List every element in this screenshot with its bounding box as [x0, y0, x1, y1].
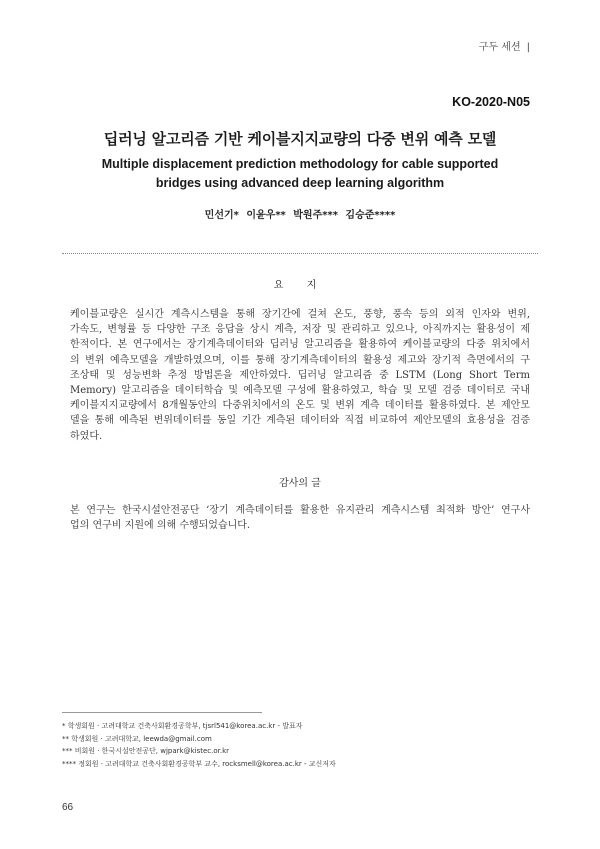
abstract-line: 가속도, 변형률 등 다양한 구조 응답을 상시 계측, 저장 및 관리하고 있으나, 아직까지는 활용성이 제 — [70, 324, 530, 336]
abstract-line: 조상태 및 성능변화 추정 방법론을 제안하였다. 딥러닝 알고리즘 중 LSTM (Long Short Term — [70, 369, 530, 381]
footnote: **** 정회원 · 고려대학교 건축사회환경공학부 교수, rocksmell@korea.ac.kr - 교신저자 — [62, 759, 336, 768]
abstract-line: 델을 통해 예측된 변위데이터를 동일 기간 계측된 데이터와 직접 비교하여 제안모델의 효용성을 검증 — [70, 415, 530, 427]
session-name: 구두 세션 — [478, 42, 521, 53]
abstract-line: 한적이다. 본 연구에서는 장기계측데이터와 딥러닝 알고리즘을 활용하여 케이블교량의 다중 위치에서 — [70, 339, 530, 351]
abstract-line: 의 변위 예측모델을 개발하였으며, 이를 통해 장기계측데이터의 활용성 제고와 장기적 측면에서의 구 — [70, 354, 530, 366]
page-number: 66 — [62, 802, 74, 813]
acknowledgement-heading: 감사의 글 — [279, 478, 321, 489]
footnote: ** 학생회원 · 고려대학교, leewda@gmail.com — [62, 734, 212, 743]
abstract-line: 케이블교량은 실시간 계측시스템을 통해 장기간에 걸쳐 온도, 풍향, 풍속 등의 외적 인자와 변위, — [70, 309, 530, 320]
abstract-line: 케이블지지교량에서 8개월동안의 다중위치에서의 온도 및 변위 계측 데이터를 활용하였다. 본 제안모 — [70, 400, 530, 412]
section-divider — [62, 253, 538, 254]
footnote: * 학생회원 · 고려대학교 건축사회환경공학부, tjsrl541@korea.ac.kr - 발표자 — [62, 722, 303, 730]
session-label — [479, 38, 530, 53]
abstract-heading: 요 지 — [273, 280, 327, 291]
footnote: *** 비회원 · 한국시설안전공단, wjpark@kistec.or.kr — [62, 747, 230, 755]
session-divider: | — [526, 42, 530, 53]
acknowledgement-body — [70, 503, 530, 533]
acknowledgement-line: 본 연구는 한국시설안전공단 ‘장기 계측데이터를 활용한 유지관리 계측시스템 최적화 방안’ 연구사 — [70, 505, 530, 516]
abstract-line: 하였다. — [70, 430, 103, 442]
title-korean: 딥러닝 알고리즘 기반 케이블지지교량의 다중 변위 예측 모델 — [103, 130, 497, 148]
paper-code: KO-2020-N05 — [452, 95, 530, 109]
author-list: 민선기* 이윤우** 박원주*** 김승준**** — [204, 210, 396, 221]
abstract-body — [70, 307, 530, 444]
abstract-line: Memory) 알고리즘을 데이터학습 및 예측모델 구성에 활용하였고, 학습 및 모델 검증 데이터로 국내 — [70, 385, 530, 397]
title-english — [0, 155, 600, 193]
footnotes — [62, 720, 542, 770]
acknowledgement-line: 업의 연구비 지원에 의해 수행되었습니다. — [70, 520, 251, 532]
footnote-rule — [62, 712, 262, 713]
title-english-line-1: Multiple displacement prediction methodology for cable supported — [101, 157, 499, 171]
title-english-line-2: bridges using advanced deep learning algorithm — [155, 176, 445, 190]
